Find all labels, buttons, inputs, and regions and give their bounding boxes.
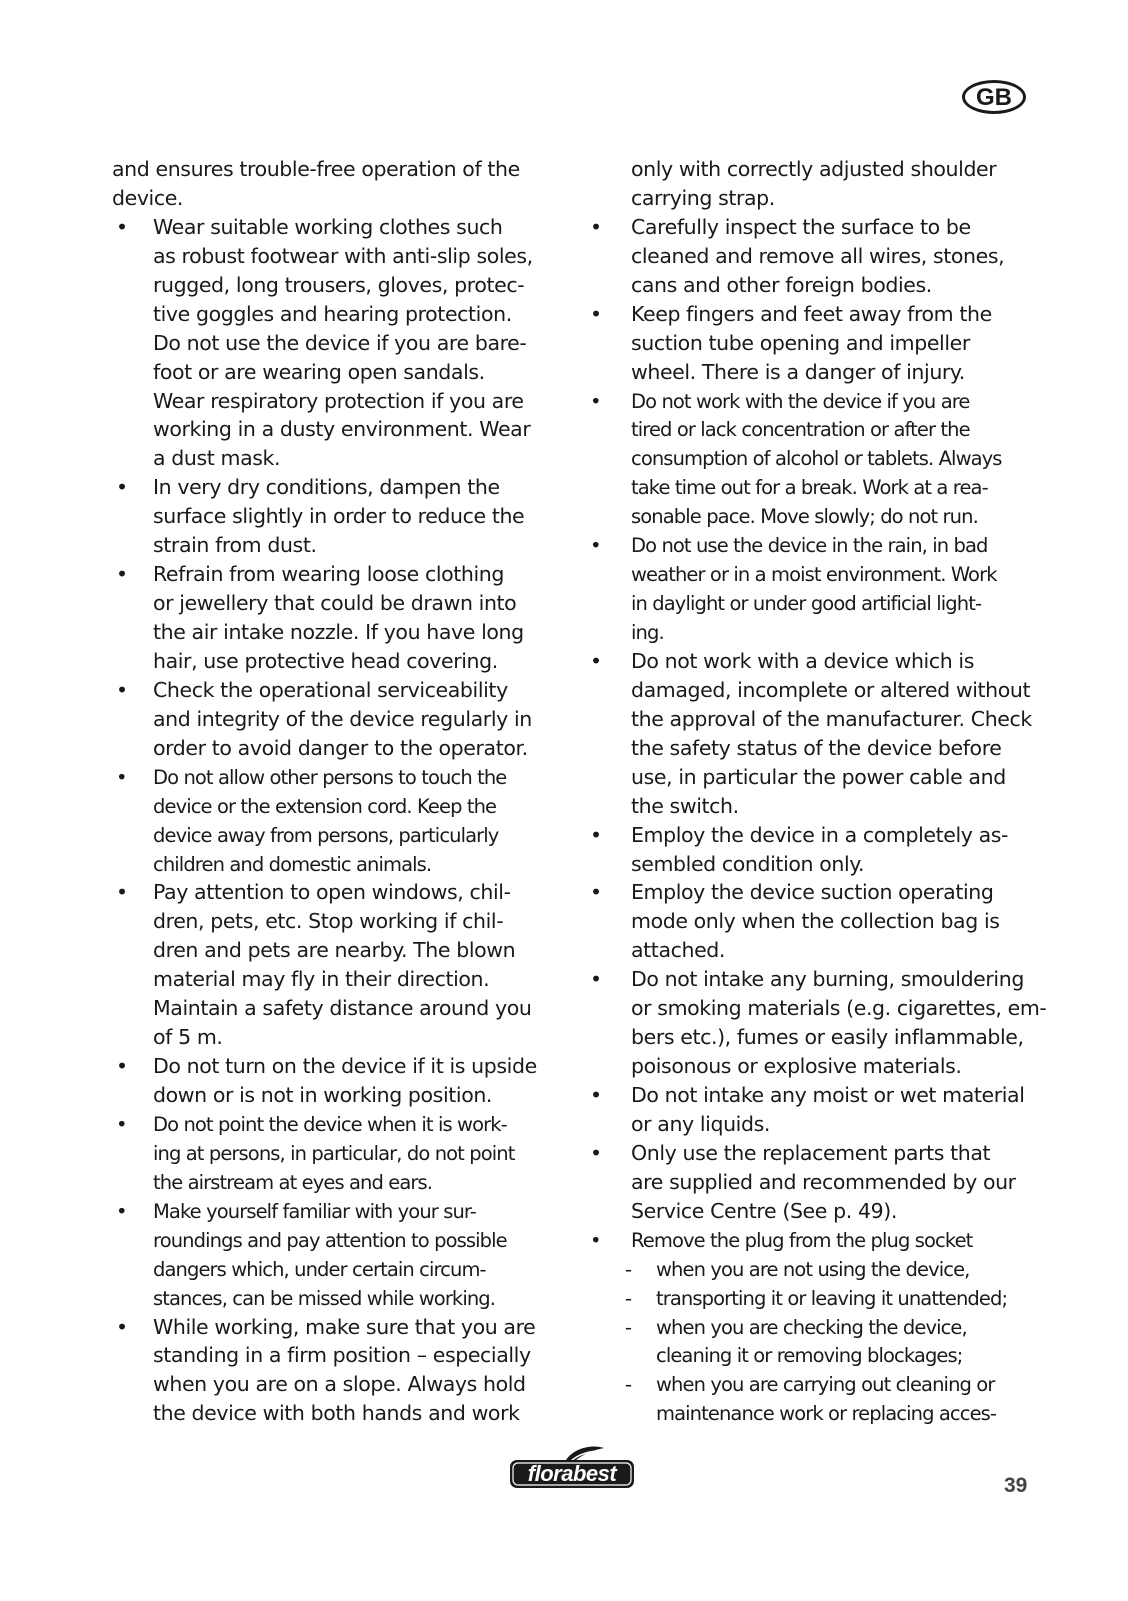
text-line: [112, 329, 562, 358]
bullet-marker: •: [590, 880, 602, 905]
line-text: in daylight or under good artificial light-: [631, 592, 982, 616]
line-text: of 5 m.: [153, 1025, 223, 1050]
line-text: strain from dust.: [153, 533, 317, 558]
line-text: sonable pace. Move slowly; do not run.: [631, 505, 978, 529]
text-line: [590, 560, 1040, 589]
line-text: working in a dusty environment. Wear: [153, 417, 531, 442]
text-line: [112, 936, 562, 965]
line-text: damaged, incomplete or altered without: [631, 677, 1031, 702]
bullet-line: [590, 387, 1040, 416]
line-text: ing at persons, in particular, do not point: [153, 1141, 515, 1165]
line-text: dren and pets are nearby. The blown: [153, 938, 516, 963]
line-text: bers etc.), fumes or easily inflammable,: [631, 1025, 1024, 1050]
language-badge: GB: [962, 80, 1026, 114]
text-line: [590, 936, 1040, 965]
line-text: foot or are wearing open sandals.: [153, 359, 485, 384]
line-text: cleaned and remove all wires, stones,: [631, 243, 1005, 268]
text-line: [112, 387, 562, 416]
bullet-line: [112, 878, 562, 907]
line-text: Wear respiratory protection if you are: [153, 388, 524, 413]
text-line: [112, 300, 562, 329]
line-text: carrying strap.: [631, 185, 775, 210]
florabest-logo: [508, 1446, 636, 1490]
left-column: [112, 155, 562, 1428]
line-text: roundings and pay attention to possible: [153, 1228, 507, 1252]
text-line: [112, 1370, 562, 1399]
line-text: the air intake nozzle. If you have long: [153, 620, 524, 644]
line-text: device away from persons, particularly: [153, 823, 499, 847]
bullet-marker: •: [116, 880, 128, 905]
bullet-marker: •: [590, 301, 602, 326]
text-line: [590, 184, 1040, 213]
line-text: attached.: [631, 938, 726, 963]
line-text: wheel. There is a danger of injury.: [631, 359, 965, 384]
bullet-marker: •: [116, 765, 127, 789]
text-line: [590, 763, 1040, 792]
bullet-line: [590, 965, 1040, 994]
line-text: or any liquids.: [631, 1111, 770, 1136]
line-text: the airstream at eyes and ears.: [153, 1170, 433, 1194]
page-number: 39: [1004, 1474, 1028, 1497]
line-text: use, in particular the power cable and: [631, 764, 1006, 789]
bullet-marker: •: [116, 1054, 128, 1079]
line-text: order to avoid danger to the operator.: [153, 735, 528, 760]
sub-item-line: [590, 1370, 1040, 1399]
bullet-line: [590, 1226, 1040, 1255]
line-text: Employ the device suction operating: [631, 880, 994, 905]
bullet-line: [590, 531, 1040, 560]
bullet-line: [590, 878, 1040, 907]
text-line: [112, 647, 562, 676]
line-text: Service Centre (See p. 49).: [631, 1198, 897, 1223]
line-text: tive goggles and hearing protection.: [153, 301, 512, 326]
text-line: [590, 734, 1040, 763]
bullet-marker: •: [116, 475, 128, 500]
bullet-marker: •: [590, 389, 601, 413]
text-line: [112, 1168, 562, 1197]
text-line: [590, 1110, 1040, 1139]
bullet-line: [112, 676, 562, 705]
line-text: Wear suitable working clothes such: [153, 214, 503, 239]
bullet-line: [112, 560, 562, 589]
line-text: Remove the plug from the plug socket: [631, 1228, 973, 1252]
line-text: when you are checking the device,: [656, 1315, 967, 1339]
text-line: [590, 792, 1040, 821]
text-line: [112, 589, 562, 618]
line-text: Do not turn on the device if it is upside: [153, 1054, 537, 1079]
line-text: ing.: [631, 621, 664, 644]
line-text: Do not allow other persons to touch the: [153, 765, 507, 789]
line-text: Do not point the device when it is work-: [153, 1112, 507, 1136]
text-line: [112, 994, 562, 1023]
text-line: [112, 271, 562, 300]
line-text: the switch.: [631, 793, 739, 818]
text-line: [112, 734, 562, 763]
text-line: [112, 184, 562, 213]
line-text: Do not intake any moist or wet material: [631, 1083, 1025, 1107]
text-line: [590, 329, 1040, 358]
bullet-marker: •: [116, 214, 128, 239]
text-line: [590, 473, 1040, 502]
text-line: [590, 1197, 1040, 1226]
line-text: Check the operational serviceability: [153, 677, 508, 702]
bullet-marker: •: [590, 967, 602, 992]
dash-marker: -: [625, 1286, 632, 1310]
text-line: [112, 1341, 562, 1370]
line-text: maintenance work or replacing acces-: [656, 1402, 997, 1426]
sub-item-line: [590, 1255, 1040, 1284]
line-text: Refrain from wearing loose clothing: [153, 562, 504, 587]
text-line: [112, 444, 562, 473]
line-text: Do not work with the device if you are: [631, 389, 970, 413]
line-text: hair, use protective head covering.: [153, 648, 498, 673]
line-text: material may fly in their direction.: [153, 967, 490, 992]
line-text: transporting it or leaving it unattended;: [656, 1286, 1008, 1310]
bullet-line: [112, 1110, 562, 1139]
text-line: [590, 850, 1040, 879]
line-text: as robust footwear with anti-slip soles,: [153, 243, 533, 268]
bullet-line: [112, 213, 562, 242]
line-text: Keep fingers and feet away from the: [631, 301, 992, 326]
text-line: [590, 1023, 1040, 1052]
text-line: [590, 358, 1040, 387]
text-line: [590, 705, 1040, 734]
text-line: [112, 850, 562, 879]
dash-marker: -: [625, 1315, 632, 1339]
text-line: [112, 792, 562, 821]
dash-marker: -: [625, 1373, 632, 1397]
line-text: a dust mask.: [153, 446, 281, 471]
line-text: standing in a firm position – especially: [153, 1343, 531, 1368]
bullet-marker: •: [590, 214, 602, 239]
line-text: take time out for a break. Work at a rea-: [631, 476, 988, 500]
line-text: Maintain a safety distance around you: [153, 996, 532, 1021]
text-line: [112, 242, 562, 271]
text-line: [112, 1139, 562, 1168]
bullet-marker: •: [590, 822, 602, 847]
line-text: Do not work with a device which is: [631, 648, 975, 673]
text-line: [590, 1168, 1040, 1197]
text-line: [112, 1255, 562, 1284]
bullet-line: [590, 821, 1040, 850]
line-text: While working, make sure that you are: [153, 1314, 536, 1339]
text-line: [590, 415, 1040, 444]
text-line: [112, 965, 562, 994]
sub-item-line: [590, 1341, 1040, 1370]
text-line: [112, 1081, 562, 1110]
bullet-marker: •: [590, 1228, 601, 1252]
line-text: are supplied and recommended by our: [631, 1169, 1016, 1194]
line-text: the approval of the manufacturer. Check: [631, 706, 1032, 731]
line-text: suction tube opening and impeller: [631, 330, 970, 355]
line-text: surface slightly in order to reduce the: [153, 504, 525, 529]
line-text: Pay attention to open windows, chil-: [153, 880, 511, 905]
bullet-line: [112, 1313, 562, 1342]
bullet-line: [112, 473, 562, 502]
text-line: [590, 907, 1040, 936]
bullet-line: [590, 1081, 1040, 1110]
bullet-marker: •: [116, 562, 128, 587]
line-text: when you are carrying out cleaning or: [656, 1373, 995, 1397]
text-line: [112, 1284, 562, 1313]
line-text: Employ the device in a completely as-: [631, 822, 1009, 847]
bullet-line: [112, 1197, 562, 1226]
line-text: dren, pets, etc. Stop working if chil-: [153, 909, 504, 934]
line-text: Do not use the device in the rain, in bad: [631, 534, 988, 558]
text-line: [112, 1399, 562, 1428]
line-text: stances, can be missed while working.: [153, 1286, 496, 1310]
text-line: [112, 358, 562, 387]
bullet-line: [112, 763, 562, 792]
line-text: cans and other foreign bodies.: [631, 272, 932, 297]
text-line: [590, 1052, 1040, 1081]
text-line: [590, 676, 1040, 705]
line-text: Do not intake any burning, smouldering: [631, 967, 1024, 992]
text-line: [112, 821, 562, 850]
bullet-marker: •: [590, 1140, 602, 1165]
line-text: the safety status of the device before: [631, 735, 1002, 760]
line-text: when you are on a slope. Always hold: [153, 1372, 526, 1397]
right-column: [590, 155, 1047, 1428]
bullet-line: [590, 213, 1040, 242]
line-text: Do not use the device if you are bare-: [153, 330, 527, 355]
bullet-line: [590, 647, 1040, 676]
text-line: [112, 1023, 562, 1052]
line-text: dangers which, under certain circum-: [153, 1257, 486, 1281]
text-line: [590, 994, 1047, 1023]
line-text: sembled condition only.: [631, 851, 865, 876]
text-line: [590, 618, 1040, 647]
text-line: [112, 415, 562, 444]
sub-item-line: [590, 1399, 1040, 1428]
text-line: [112, 618, 562, 647]
bullet-marker: •: [116, 1314, 128, 1339]
line-text: poisonous or explosive materials.: [631, 1054, 962, 1079]
bullet-marker: •: [590, 648, 602, 673]
line-text: mode only when the collection bag is: [631, 909, 1000, 934]
line-text: or jewellery that could be drawn into: [153, 591, 517, 616]
bullet-line: [112, 1052, 562, 1081]
text-line: [590, 502, 1040, 531]
line-text: or smoking materials (e.g. cigarettes, em-: [631, 996, 1047, 1021]
line-text: rugged, long trousers, gloves, protec-: [153, 272, 525, 297]
line-text: In very dry conditions, dampen the: [153, 475, 500, 500]
bullet-marker: •: [116, 1199, 127, 1223]
line-text: weather or in a moist environment. Work: [631, 563, 997, 587]
text-line: [590, 271, 1040, 300]
text-line: [112, 1226, 562, 1255]
line-text: down or is not in working position.: [153, 1083, 493, 1107]
line-text: and ensures trouble-free operation of the: [112, 157, 520, 181]
dash-marker: -: [625, 1257, 632, 1281]
line-text: cleaning it or removing blockages;: [656, 1344, 963, 1368]
text-line: [590, 242, 1040, 271]
line-text: Only use the replacement parts that: [631, 1140, 991, 1165]
bullet-marker: •: [590, 1083, 602, 1107]
bullet-marker: •: [116, 677, 128, 702]
bullet-marker: •: [116, 1112, 127, 1136]
text-line: [112, 907, 562, 936]
line-text: only with correctly adjusted shoulder: [631, 157, 997, 181]
line-text: when you are not using the device,: [656, 1257, 970, 1281]
bullet-marker: •: [590, 534, 601, 558]
text-line: [112, 502, 562, 531]
line-text: consumption of alcohol or tablets. Always: [631, 447, 1002, 471]
line-text: Make yourself familiar with your sur-: [153, 1199, 476, 1223]
line-text: tired or lack concentration or after the: [631, 418, 970, 442]
line-text: device or the extension cord. Keep the: [153, 794, 497, 818]
text-line: [590, 444, 1040, 473]
sub-item-line: [590, 1284, 1040, 1313]
text-line: [112, 531, 562, 560]
line-text: Carefully inspect the surface to be: [631, 214, 971, 239]
text-line: [590, 589, 1040, 618]
text-line: [590, 155, 1040, 184]
line-text: children and domestic animals.: [153, 852, 432, 876]
text-line: [112, 155, 562, 184]
bullet-line: [590, 1139, 1040, 1168]
svg-text:florabest: florabest: [527, 1461, 617, 1486]
text-line: [112, 705, 562, 734]
line-text: and integrity of the device regularly in: [153, 706, 532, 731]
line-text: device.: [112, 185, 184, 210]
sub-item-line: [590, 1313, 1040, 1342]
line-text: the device with both hands and work: [153, 1401, 520, 1426]
bullet-line: [590, 300, 1040, 329]
